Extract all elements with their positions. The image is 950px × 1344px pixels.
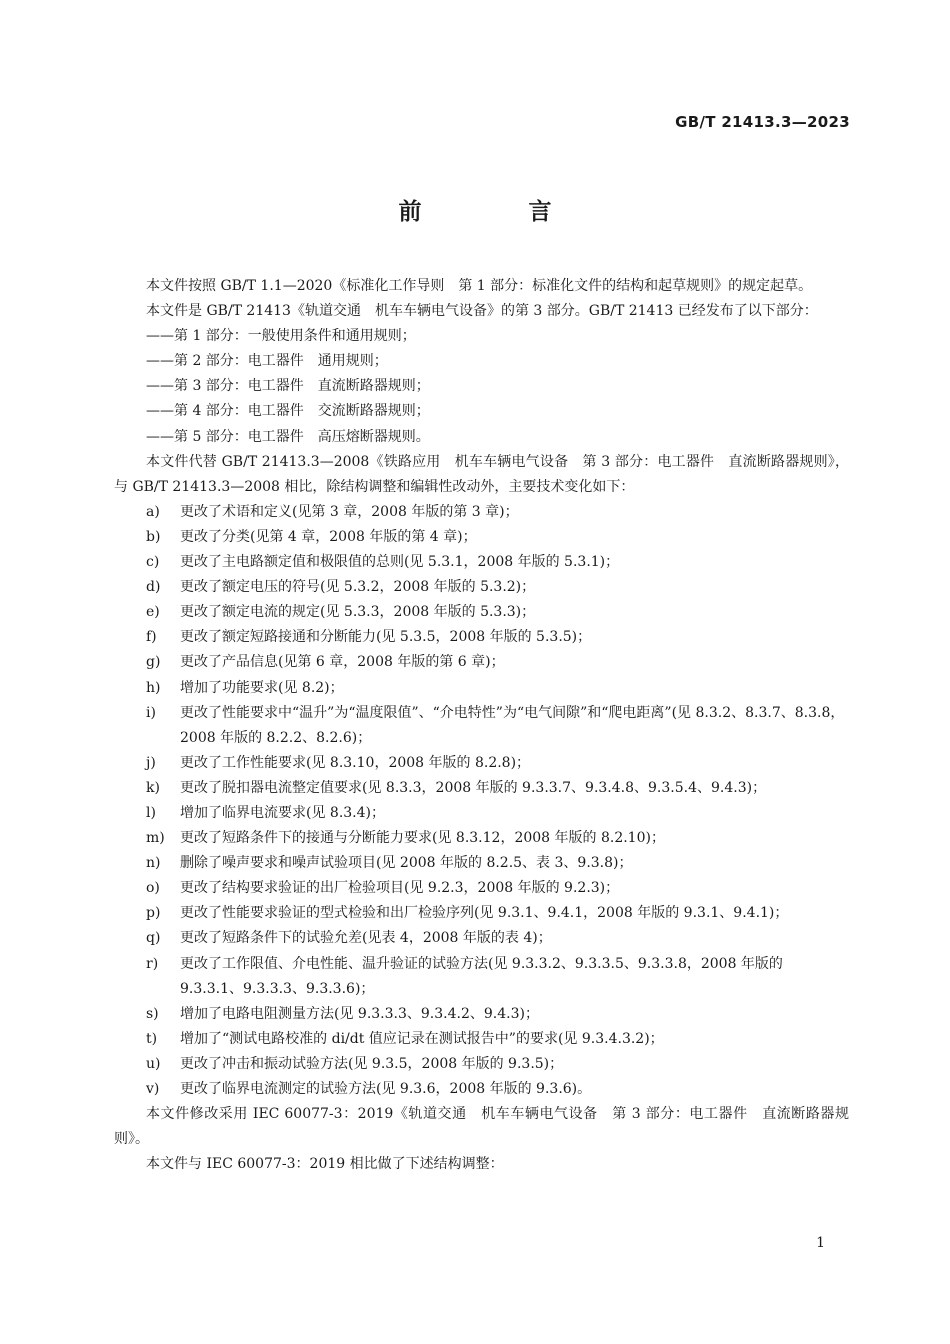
change-item-marker: j) bbox=[146, 754, 156, 771]
intro-paragraph-1: 本文件按照 GB/T 1.1—2020《标准化工作导则 第 1 部分：标准化文件的结构和起草规则》的规定起草。 bbox=[146, 278, 813, 294]
change-item-text: 更改了性能要求验证的型式检验和出厂检验序列(见 9.3.1、9.4.1，2008 年版的 9.3.1、9.4.1)； bbox=[180, 905, 789, 922]
change-item-marker: u) bbox=[146, 1055, 161, 1072]
change-item-text: 增加了“测试电路校准的 di/dt 值应记录在测试报告中”的要求(见 9.3.4.3.2)； bbox=[180, 1030, 664, 1047]
change-item-marker: e) bbox=[146, 604, 160, 621]
change-item-text: 更改了结构要求验证的出厂检验项目(见 9.2.3，2008 年版的 9.2.3)； bbox=[180, 880, 620, 897]
change-item-marker: l) bbox=[146, 804, 156, 821]
part-item: ——第 4 部分：电工器件 交流断路器规则； bbox=[146, 403, 430, 420]
change-item-marker: g) bbox=[146, 654, 161, 671]
part-item: ——第 5 部分：电工器件 高压熔断器规则。 bbox=[146, 428, 430, 445]
change-item-marker: t) bbox=[146, 1030, 158, 1047]
change-item-text: 增加了功能要求(见 8.2)； bbox=[180, 679, 344, 696]
change-item bbox=[114, 926, 849, 951]
change-item bbox=[114, 901, 849, 926]
part-item: ——第 2 部分：电工器件 通用规则； bbox=[146, 353, 388, 370]
change-item-marker: r) bbox=[146, 955, 159, 972]
change-item-marker: f) bbox=[146, 629, 157, 646]
change-item-marker: b) bbox=[146, 528, 161, 545]
change-item-text: 更改了产品信息(见第 6 章，2008 年版的第 6 章)； bbox=[180, 654, 505, 671]
change-item-marker: q) bbox=[146, 930, 161, 947]
change-item bbox=[114, 550, 849, 575]
change-item-marker: c) bbox=[146, 554, 160, 571]
foreword-body bbox=[114, 274, 849, 1177]
change-item bbox=[114, 801, 849, 826]
change-item-marker: m) bbox=[146, 830, 165, 847]
change-item-text: 更改了短路条件下的试验允差(见表 4，2008 年版的表 4)； bbox=[180, 930, 552, 947]
change-item-text: 更改了工作性能要求(见 8.3.10，2008 年版的 8.2.8)； bbox=[180, 754, 531, 771]
change-item-text: 更改了工作限值、介电性能、温升验证的试验方法(见 9.3.3.2、9.3.3.5、9.3.3.8，2008 年版的 9.3.3.1、9.3.3.3、9.3.3.6)； bbox=[180, 955, 783, 997]
change-item bbox=[114, 575, 849, 600]
change-item-marker: h) bbox=[146, 679, 161, 696]
change-item-text: 更改了冲击和振动试验方法(见 9.3.5，2008 年版的 9.3.5)； bbox=[180, 1055, 564, 1072]
change-item-text: 更改了分类(见第 4 章，2008 年版的第 4 章)； bbox=[180, 528, 477, 545]
replace-paragraph: 本文件代替 GB/T 21413.3—2008《铁路应用 机车车辆电气设备 第 3 部分：电工器件 直流断路器规则》，与 GB/T 21413.3—2008 相比，除结构调整和编辑性改动外，主要技术变化如下： bbox=[114, 453, 849, 495]
change-item-marker: d) bbox=[146, 579, 161, 596]
change-item-marker: v) bbox=[146, 1081, 160, 1097]
change-item-marker: n) bbox=[146, 855, 161, 872]
change-item bbox=[114, 1002, 849, 1027]
change-item bbox=[114, 826, 849, 851]
change-item-marker: i) bbox=[146, 704, 156, 721]
change-item bbox=[114, 600, 849, 625]
change-item bbox=[114, 1027, 849, 1052]
adoption-paragraph: 本文件修改采用 IEC 60077-3：2019《轨道交通 机车车辆电气设备 第 3 部分：电工器件 直流断路器规则》。 bbox=[114, 1106, 849, 1148]
change-item-text: 更改了性能要求中“温升”为“温度限值”、“介电特性”为“电气间隙”和“爬电距离”(见 8.3.2、8.3.7、8.3.8，2008 年版的 8.2.2、8.2.6)； bbox=[180, 704, 845, 746]
change-item-text: 更改了额定电流的规定(见 5.3.3，2008 年版的 5.3.3)； bbox=[180, 604, 536, 621]
change-item bbox=[114, 650, 849, 675]
change-item bbox=[114, 1052, 849, 1077]
change-item-text: 删除了噪声要求和噪声试验项目(见 2008 年版的 8.2.5、表 3、9.3.8)； bbox=[180, 855, 633, 872]
change-item-text: 更改了短路条件下的接通与分断能力要求(见 8.3.12，2008 年版的 8.2.10)； bbox=[180, 830, 665, 847]
change-item-text: 更改了脱扣器电流整定值要求(见 8.3.3，2008 年版的 9.3.3.7、9.3.4.8、9.3.5.4、9.4.3)； bbox=[180, 779, 767, 796]
change-item-marker: p) bbox=[146, 905, 161, 922]
change-item bbox=[114, 500, 849, 525]
change-item bbox=[114, 776, 849, 801]
part-item: ——第 3 部分：电工器件 直流断路器规则； bbox=[146, 378, 430, 395]
change-item-marker: k) bbox=[146, 779, 160, 796]
change-item-text: 更改了术语和定义(见第 3 章，2008 年版的第 3 章)； bbox=[180, 503, 519, 520]
part-item: ——第 1 部分：一般使用条件和通用规则； bbox=[146, 328, 416, 345]
change-item bbox=[114, 676, 849, 701]
change-item-text: 更改了临界电流测定的试验方法(见 9.3.6，2008 年版的 9.3.6)。 bbox=[180, 1081, 592, 1097]
change-item bbox=[114, 625, 849, 650]
page-title: 前 言 bbox=[398, 199, 594, 225]
change-item bbox=[114, 876, 849, 901]
standard-number: GB/T 21413.3—2023 bbox=[675, 113, 850, 131]
change-item bbox=[114, 525, 849, 550]
intro-paragraph-2: 本文件是 GB/T 21413《轨道交通 机车车辆电气设备》的第 3 部分。GB/T 21413 已经发布了以下部分： bbox=[146, 303, 818, 320]
change-item-text: 增加了电路电阻测量方法(见 9.3.3.3、9.3.4.2、9.4.3)； bbox=[180, 1005, 539, 1022]
page-number: 1 bbox=[816, 1235, 825, 1251]
change-item-text: 增加了临界电流要求(见 8.3.4)； bbox=[180, 804, 385, 821]
structure-paragraph: 本文件与 IEC 60077-3：2019 相比做了下述结构调整： bbox=[146, 1156, 504, 1173]
change-item bbox=[114, 1077, 849, 1102]
change-item-marker: o) bbox=[146, 880, 160, 897]
changes-list bbox=[114, 500, 849, 1102]
change-item-text: 更改了额定电压的符号(见 5.3.2，2008 年版的 5.3.2)； bbox=[180, 579, 536, 596]
change-item bbox=[114, 701, 849, 751]
change-item bbox=[114, 751, 849, 776]
change-item-marker: a) bbox=[146, 503, 160, 520]
change-item bbox=[114, 851, 849, 876]
change-item-text: 更改了主电路额定值和极限值的总则(见 5.3.1，2008 年版的 5.3.1)； bbox=[180, 554, 620, 571]
change-item-text: 更改了额定短路接通和分断能力(见 5.3.5，2008 年版的 5.3.5)； bbox=[180, 629, 592, 646]
change-item bbox=[114, 952, 849, 1002]
change-item-marker: s) bbox=[146, 1005, 159, 1022]
